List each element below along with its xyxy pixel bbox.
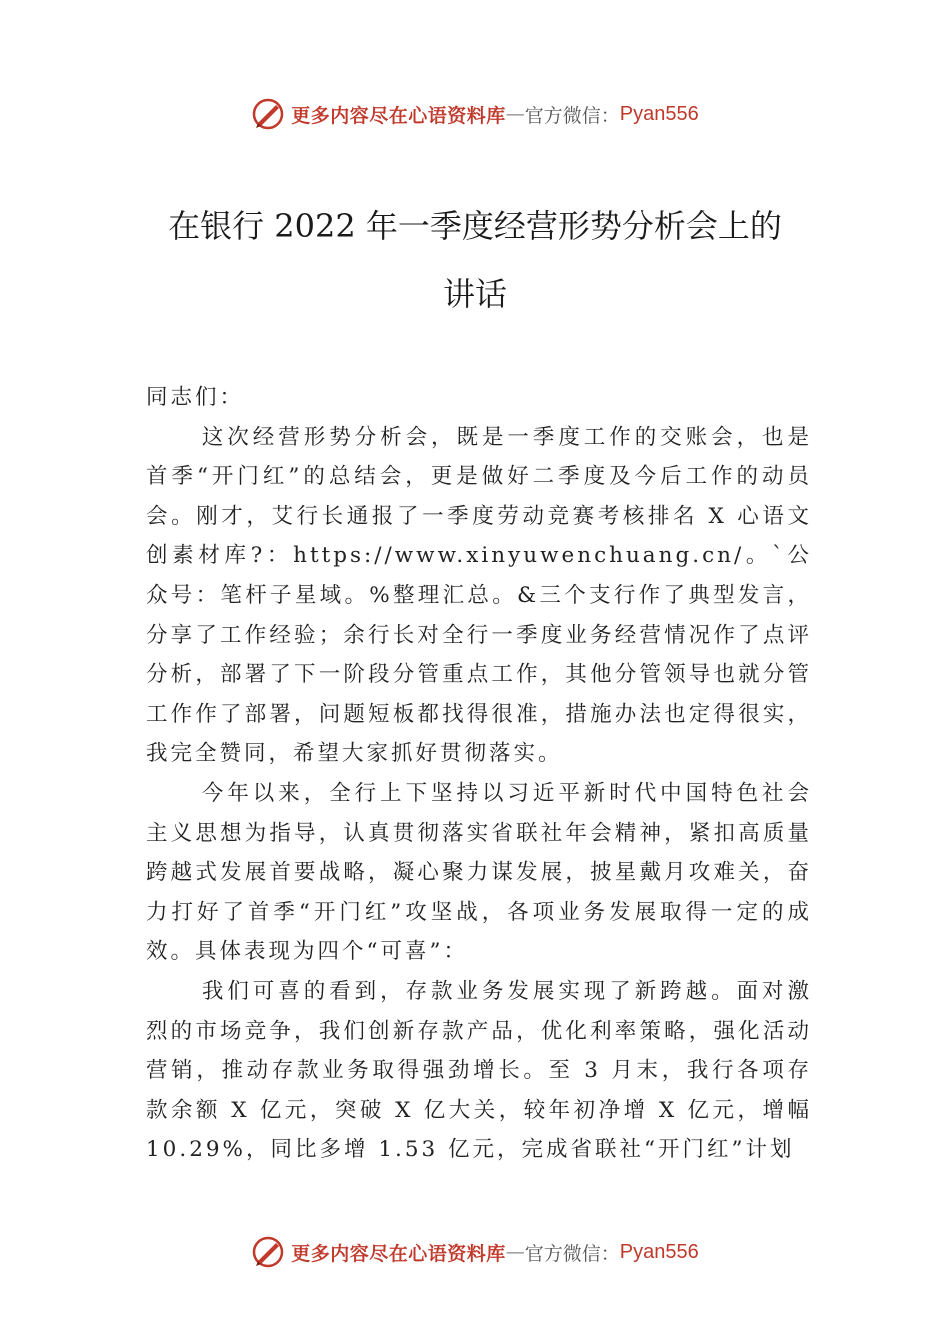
document-body [146, 378, 812, 1170]
paragraph-1: 这次经营形势分析会，既是一季度工作的交账会，也是首季“开门红”的总结会，更是做好二季度及今后工作的动员会。刚才，艾行长通报了一季度劳动竞赛考核排名 X 心语文创素材库?：https://www.xinyuwenchuang.cn/。`公众号：笔杆子星域。%整理汇总。&三个支行作了典型发言，分享了工作经验；余行长对全行一季度业务经营情况作了点评分析，部署了下一阶段分管重点工作，其他分管领导也就分管工作作了部署，问题短板都找得很准，措施办法也定得很实，我完全赞同，希望大家抓好贯彻落实。 [146, 424, 812, 767]
banner-separator: — [505, 1241, 525, 1263]
paragraph-3: 我们可喜的看到，存款业务发展实现了新跨越。面对激烈的市场竞争，我们创新存款产品，优化利率策略，强化活动营销，推动存款业务取得强劲增长。至 3 月末，我行各项存款余额 X 亿元，突破 X 亿大关，较年初净增 X 亿元，增幅 10.29%，同比多增 1.53 亿元，完成省联社“开门红”计划 [146, 978, 812, 1163]
document-title [100, 192, 850, 328]
banner-wechat-label: 官方微信： [524, 1242, 620, 1265]
banner-wechat-id: Pyan556 [619, 1240, 699, 1263]
salutation: 同志们： [146, 385, 245, 410]
header-banner [0, 94, 950, 134]
banner-main-text: 更多内容尽在心语资料库 [291, 1242, 506, 1265]
paragraph-2: 今年以来，全行上下坚持以习近平新时代中国特色社会主义思想为指导，认真贯彻落实省联社年会精神，紧扣高质量跨越式发展首要战略，凝心聚力谋发展，披星戴月攻难关，奋力打好了首季“开门红”攻坚战，各项业务发展取得一定的成效。具体表现为四个“可喜”： [146, 780, 812, 965]
footer-banner [0, 1232, 950, 1272]
title-line-2: 讲话 [442, 275, 507, 313]
banner-separator: — [505, 103, 525, 125]
pen-logo-icon [251, 97, 285, 131]
banner-main-text: 更多内容尽在心语资料库 [291, 104, 506, 127]
pen-logo-icon [251, 1235, 285, 1269]
title-line-1: 在银行 2022 年一季度经营形势分析会上的 [168, 207, 782, 245]
banner-wechat-id: Pyan556 [619, 102, 699, 125]
banner-wechat-label: 官方微信： [524, 104, 620, 127]
